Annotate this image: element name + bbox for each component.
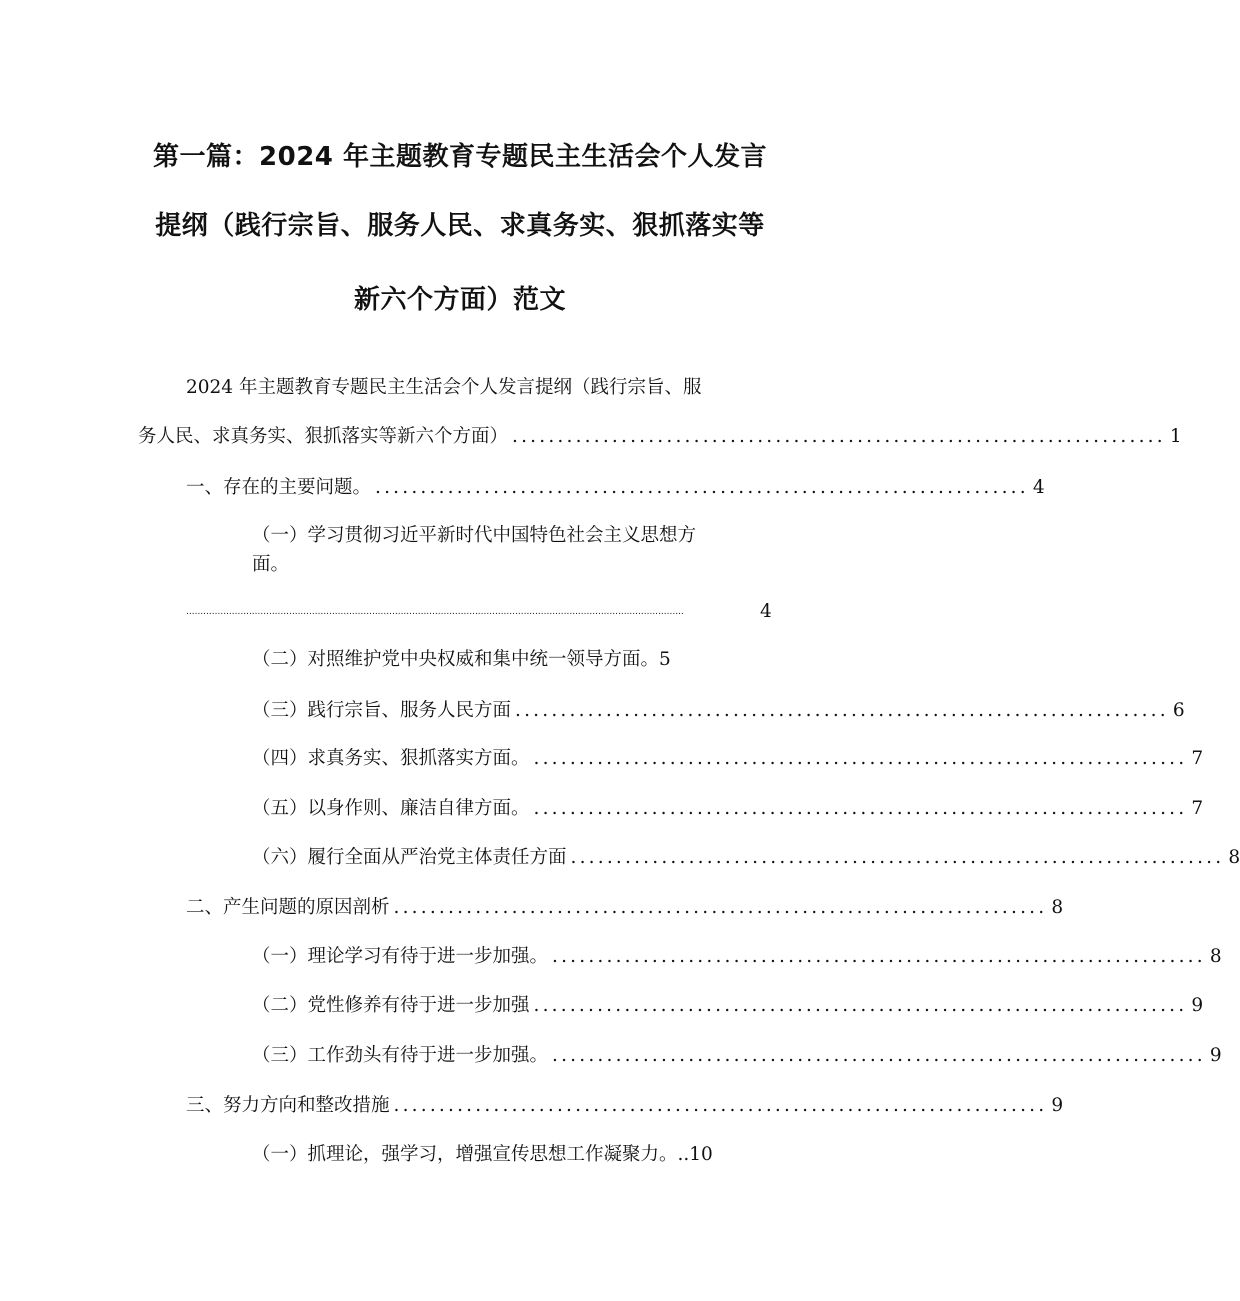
toc-entry-label: （二）党性修养有待于进一步加强 <box>252 995 530 1016</box>
toc-page-number: 4 <box>760 601 772 622</box>
toc-page-number: 9 <box>1051 1095 1064 1116</box>
toc-entry-2-1[interactable] <box>252 945 1222 969</box>
toc-entry-label: 二、产生问题的原因剖析 <box>186 897 390 918</box>
dot-leader: ........................................................................ <box>375 477 1029 498</box>
toc-entry-1-5[interactable] <box>252 797 1204 821</box>
toc-entry-3-1[interactable]: （一）抓理论，强学习，增强宣传思想工作凝聚力。..10 <box>252 1144 713 1165</box>
document-title-line-3: 新六个方面）范文 <box>353 285 566 315</box>
dot-leader: ........................................................................ <box>552 1045 1206 1066</box>
toc-page-number: 4 <box>1032 477 1045 498</box>
toc-entry-section-3[interactable] <box>186 1094 1064 1118</box>
dot-leader: ........................................................................ <box>515 700 1169 721</box>
dot-leader: ........................................................................ <box>533 798 1188 819</box>
dot-leader: ........................................................................ <box>570 847 1225 868</box>
toc-page-number: 1 <box>1169 426 1182 447</box>
toc-page-number: 8 <box>1051 897 1064 918</box>
dot-leader: ........................................................................ <box>533 748 1188 769</box>
dot-leader: ........................................................................ <box>552 946 1206 967</box>
toc-page-number: 8 <box>1209 946 1222 967</box>
toc-page-number: 9 <box>1209 1045 1222 1066</box>
toc-entry-label: 一、存在的主要问题。 <box>186 477 372 498</box>
toc-entry-label: （三）工作劲头有待于进一步加强。 <box>252 1045 549 1066</box>
toc-entry-label: 务人民、求真务实、狠抓落实等新六个方面） <box>138 426 509 447</box>
toc-entry-section-2[interactable] <box>186 896 1064 920</box>
toc-page-number: 9 <box>1191 995 1204 1016</box>
toc-entry-1-2[interactable]: （二）对照维护党中央权威和集中统一领导方面。5 <box>252 649 671 670</box>
toc-entry-section-1[interactable] <box>186 476 1045 500</box>
toc-entry-label: （五）以身作则、廉洁自律方面。 <box>252 798 530 819</box>
dot-leader: ........................................................................ <box>393 897 1048 918</box>
dot-leader: ........................................................................ <box>512 426 1166 447</box>
toc-entry-1-6[interactable] <box>252 846 1240 870</box>
dot-leader: ........................................................................ <box>393 1095 1048 1116</box>
fine-dot-leader: .............................................................................................................................................................................. <box>186 607 684 617</box>
toc-entry-2-2[interactable] <box>252 994 1204 1018</box>
toc-entry-1-1-line-1[interactable]: （一）学习贯彻习近平新时代中国特色社会主义思想方 <box>252 525 697 546</box>
toc-entry-2-3[interactable] <box>252 1044 1222 1068</box>
dot-leader: ........................................................................ <box>533 995 1188 1016</box>
document-title-line-1: 第一篇：2024 年主题教育专题民主生活会个人发言 <box>153 142 767 172</box>
toc-entry-1-3[interactable] <box>252 699 1185 723</box>
toc-entry-label: （六）履行全面从严治党主体责任方面 <box>252 847 567 868</box>
toc-entry-label: （三）践行宗旨、服务人民方面 <box>252 700 512 721</box>
toc-entry-intro[interactable] <box>138 425 1182 449</box>
toc-page-number: 6 <box>1172 700 1185 721</box>
document-title-line-2: 提纲（践行宗旨、服务人民、求真务实、狠抓落实等 <box>155 211 765 241</box>
toc-entry-label: （四）求真务实、狠抓落实方面。 <box>252 748 530 769</box>
toc-page-number: 7 <box>1191 798 1204 819</box>
toc-entry-1-1-line-2[interactable]: 面。 <box>252 554 290 575</box>
toc-entry-1-4[interactable] <box>252 747 1204 771</box>
toc-page-number: 8 <box>1228 847 1240 868</box>
toc-entry-intro-line-1[interactable]: 2024 年主题教育专题民主生活会个人发言提纲（践行宗旨、服 <box>186 377 702 398</box>
toc-entry-label: （一）理论学习有待于进一步加强。 <box>252 946 549 967</box>
toc-entry-label: 三、努力方向和整改措施 <box>186 1095 390 1116</box>
toc-page-number: 7 <box>1191 748 1204 769</box>
